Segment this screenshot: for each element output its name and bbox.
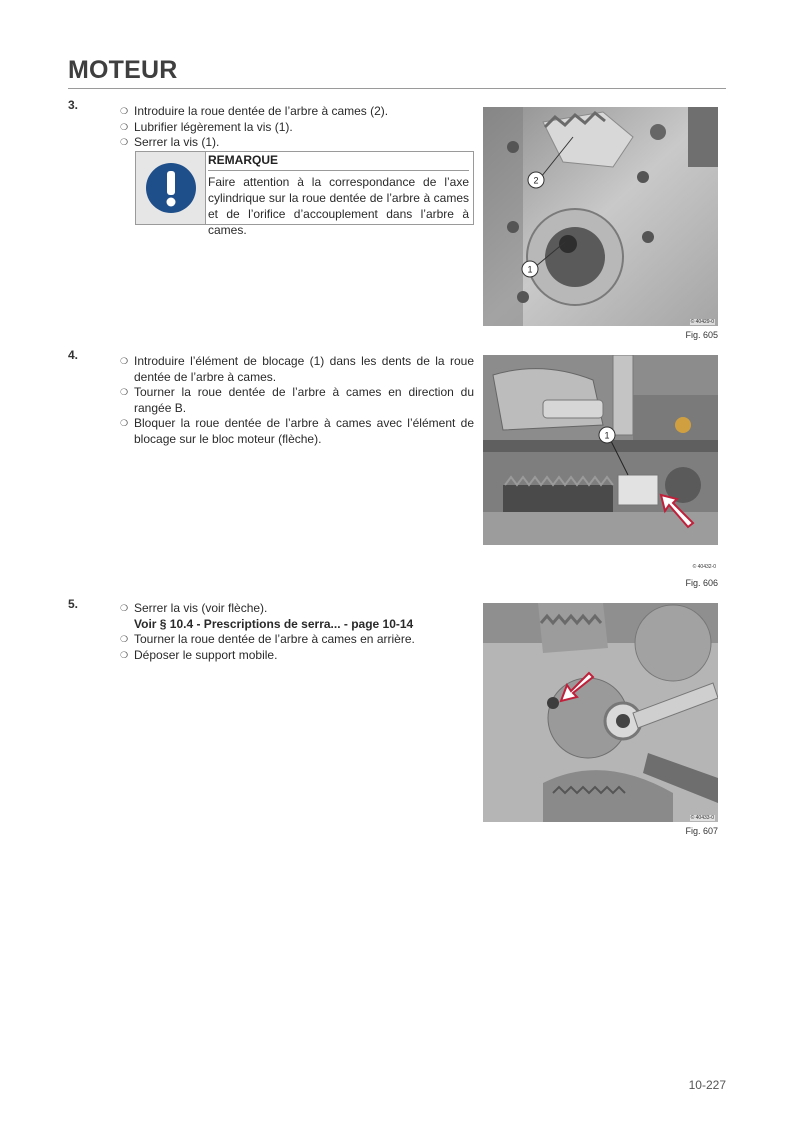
engine-photo-illustration bbox=[483, 107, 718, 326]
figure-606-photo bbox=[483, 355, 718, 545]
bullet-icon: ❍ bbox=[120, 387, 129, 397]
bullet-icon: ❍ bbox=[120, 634, 129, 644]
page-title: MOTEUR bbox=[68, 56, 178, 84]
list-item: ❍ Tourner la roue dentée de l’arbre à cames en direction du rangée B. bbox=[120, 385, 474, 415]
photo-code: © 40429-0 bbox=[690, 319, 714, 325]
step-4-list bbox=[120, 354, 474, 447]
figure-caption: Fig. 606 bbox=[685, 578, 718, 588]
bullet-icon: ❍ bbox=[120, 106, 129, 116]
list-item: ❍ Tourner la roue dentée de l’arbre à cames en arrière. bbox=[120, 632, 415, 646]
bullet-icon: ❍ bbox=[120, 603, 129, 613]
callout-1: 1 bbox=[604, 430, 610, 441]
bullet-icon: ❍ bbox=[120, 649, 129, 660]
figure-caption: Fig. 605 bbox=[685, 330, 718, 340]
page-number: 10-227 bbox=[688, 1078, 726, 1092]
list-item: ❍ Déposer le support mobile. bbox=[120, 647, 278, 662]
cross-reference[interactable]: Voir § 10.4 - Prescriptions de serra... - page 10-14 bbox=[134, 616, 414, 631]
step-number: 4. bbox=[68, 348, 79, 362]
figure-607-photo bbox=[483, 603, 718, 822]
step-number: 3. bbox=[68, 98, 79, 112]
bullet-icon: ❍ bbox=[120, 418, 129, 428]
list-item: ❍ Introduire la roue dentée de l’arbre à cames (2). bbox=[120, 104, 389, 118]
engine-photo-illustration bbox=[483, 603, 718, 822]
photo-code: © 40432-0 bbox=[692, 564, 716, 570]
exclamation-circle-icon bbox=[145, 162, 197, 214]
header-divider bbox=[68, 88, 726, 89]
list-item: ❍ Introduire l’élément de blocage (1) dans les dents de la roue dentée de l’arbre à cames. bbox=[120, 354, 474, 384]
remark-body bbox=[206, 152, 473, 237]
photo-code: © 40433-0 bbox=[690, 815, 714, 821]
step-5-list bbox=[120, 601, 474, 663]
remark-icon-cell bbox=[136, 152, 206, 224]
list-item: ❍ Serrer la vis (1). bbox=[120, 135, 220, 149]
remark-title: REMARQUE bbox=[208, 152, 469, 171]
list-item: ❍ Bloquer la roue dentée de l’arbre à cames avec l’élément de blocage sur le bloc moteur (flèche). bbox=[120, 416, 474, 446]
figure-605-photo bbox=[483, 107, 718, 326]
bullet-icon: ❍ bbox=[120, 356, 129, 366]
list-item: ❍ Serrer la vis (voir flèche). bbox=[120, 601, 268, 615]
callout-2: 2 bbox=[533, 175, 539, 186]
step-number: 5. bbox=[68, 597, 79, 611]
remark-box bbox=[135, 151, 474, 237]
callout-1: 1 bbox=[527, 264, 533, 275]
bullet-icon: ❍ bbox=[120, 137, 129, 147]
bullet-icon: ❍ bbox=[120, 121, 129, 132]
remark-text: Faire attention à la correspondance de l’axe cylindrique sur la roue dentée de l’arbre à cames et de l’orifice d’accouplement dans l’arbre à cames. bbox=[208, 175, 469, 237]
step-3-list bbox=[120, 104, 474, 151]
list-item: ❍ Lubrifier légèrement la vis (1). bbox=[120, 119, 293, 134]
engine-photo-illustration bbox=[483, 355, 718, 545]
figure-caption: Fig. 607 bbox=[685, 826, 718, 836]
